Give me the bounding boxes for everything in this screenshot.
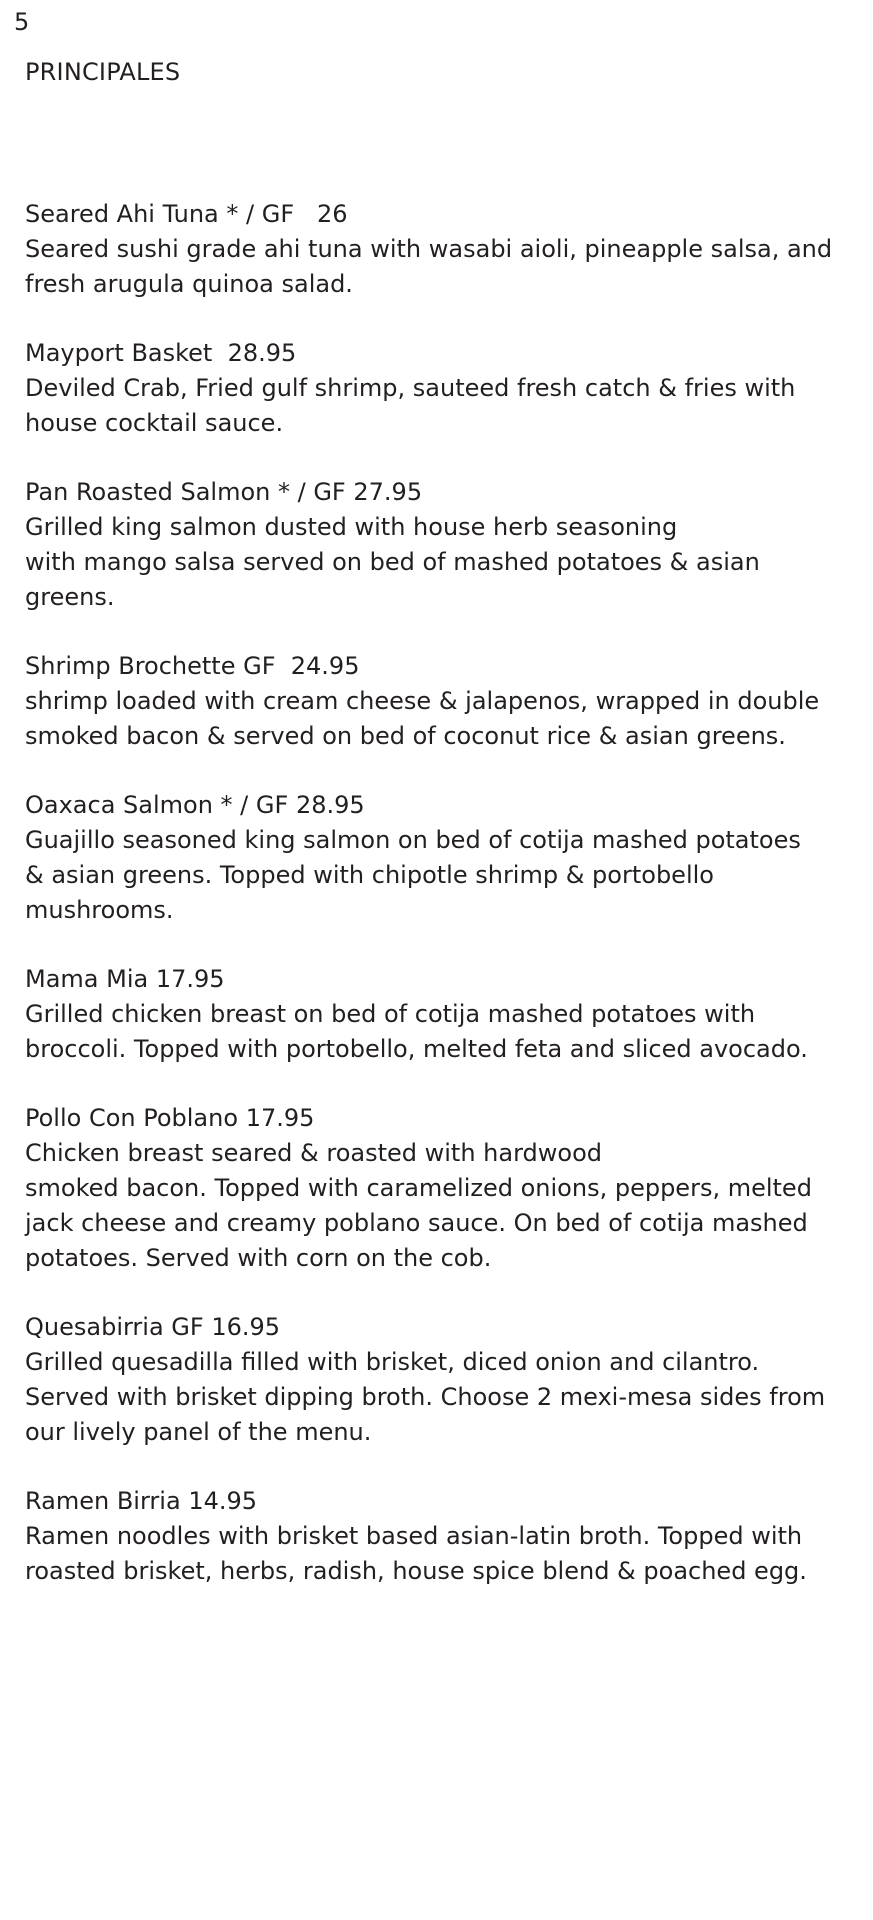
menu-item-price: 28.95 [295,791,365,819]
menu-item-price: 14.95 [188,1487,258,1515]
menu-item-description: Grilled king salmon dusted with house herb seasoning with mango salsa served on bed of mashed potatoes & asian greens. [25,513,760,611]
menu-item [25,336,855,441]
menu-item-name: Quesabirria GF [25,1313,204,1341]
section-title: PRINCIPALES [25,58,181,86]
menu-item-heading [25,788,855,823]
menu-item-description: Grilled quesadilla filled with brisket, diced onion and cilantro. Served with brisket dipping broth. Choose 2 mexi-mesa sides from our lively panel of the menu. [25,1348,826,1446]
menu-item-heading [25,336,855,371]
menu-item-heading [25,1484,855,1519]
menu-item [25,1310,855,1450]
menu-item-price: 17.95 [155,965,225,993]
menu-item-heading [25,475,855,510]
menu-item-name: Shrimp Brochette GF [25,652,276,680]
menu-item-description: Seared sushi grade ahi tuna with wasabi aioli, pineapple salsa, and fresh arugula quinoa salad. [25,235,833,298]
menu-item-heading [25,962,855,997]
menu-item [25,1484,855,1589]
menu-item-name: Pan Roasted Salmon * / GF [25,478,346,506]
menu-item-description: Grilled chicken breast on bed of cotija mashed potatoes with broccoli. Topped with portobello, melted feta and sliced avocado. [25,1000,808,1063]
menu-item-name: Oaxaca Salmon * / GF [25,791,289,819]
menu-item-price: 27.95 [353,478,423,506]
menu-item-description: Deviled Crab, Fried gulf shrimp, sauteed fresh catch & fries with house cocktail sauce. [25,374,796,437]
menu-item-description: shrimp loaded with cream cheese & jalapenos, wrapped in double smoked bacon & served on bed of coconut rice & asian greens. [25,687,820,750]
menu-item [25,1101,855,1276]
menu-item-price: 16.95 [211,1313,281,1341]
menu-item-name: Seared Ahi Tuna * / GF [25,200,295,228]
menu-item [25,475,855,615]
menu-item-name: Mama Mia [25,965,149,993]
menu-item-heading [25,649,855,684]
menu-item-name: Ramen Birria [25,1487,181,1515]
menu-item-price: 24.95 [290,652,360,680]
menu-item [25,197,855,302]
menu-item [25,649,855,754]
menu-item [25,962,855,1067]
menu-item-description: Chicken breast seared & roasted with hardwood smoked bacon. Topped with caramelized onions, peppers, melted jack cheese and creamy poblano sauce. On bed of cotija mashed potatoes. Served with corn on the cob. [25,1139,812,1272]
menu-list [25,197,855,1623]
menu-item-price: 28.95 [227,339,297,367]
menu-item [25,788,855,928]
menu-item-name: Mayport Basket [25,339,213,367]
menu-item-description: Ramen noodles with brisket based asian-latin broth. Topped with roasted brisket, herbs, radish, house spice blend & poached egg. [25,1522,807,1585]
menu-item-name: Pollo Con Poblano [25,1104,239,1132]
menu-item-heading [25,1310,855,1345]
menu-item-price: 26 [317,200,348,228]
menu-item-heading [25,197,855,232]
menu-item-heading [25,1101,855,1136]
menu-item-description: Guajillo seasoned king salmon on bed of cotija mashed potatoes & asian greens. Topped with chipotle shrimp & portobello mushrooms. [25,826,801,924]
page-number: 5 [14,8,30,36]
menu-item-price: 17.95 [245,1104,315,1132]
